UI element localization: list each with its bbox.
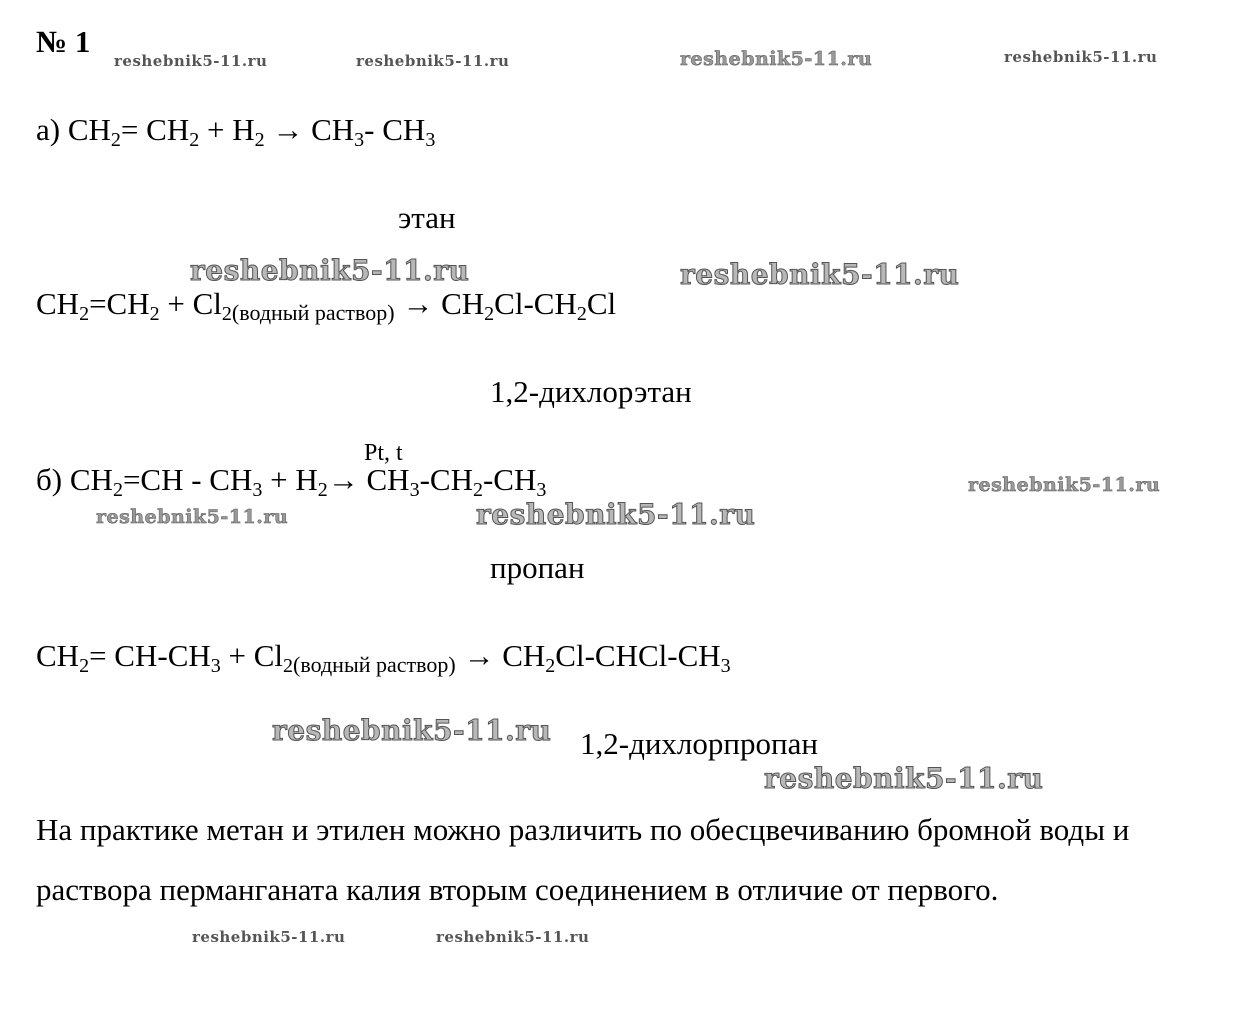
conclusion-text: На практике метан и этилен можно различить по обесцвечиванию бромной воды и раствора перманганата калия вторым соединением в отличие от первого. xyxy=(36,812,1130,907)
product-name-dichloropropane: 1,2-дихлорпропан xyxy=(580,726,818,761)
watermark: reshebnik5-11.ru xyxy=(436,928,590,946)
watermark: reshebnik5-11.ru xyxy=(476,498,756,531)
watermark: reshebnik5-11.ru xyxy=(114,52,268,70)
watermark: reshebnik5-11.ru xyxy=(192,928,346,946)
equation-ethylene-chlorination: $CH_2=CH_2$ + $Cl_2(водный$ раствор) → $CH_2Cl-CH_2Cl$ xyxy=(36,286,617,325)
watermark: reshebnik5-11.ru xyxy=(356,52,510,70)
watermark: reshebnik5-11.ru xyxy=(1004,48,1158,66)
catalyst-label: Pt, t xyxy=(364,440,403,466)
equation-propylene-chlorination: $CH_2= CH-CH_3$ + $Cl_2(водный$ раствор) → $CH_2Cl-CHCl-CH_3$ xyxy=(36,638,731,677)
product-name-ethane: этан xyxy=(398,200,456,235)
watermark: reshebnik5-11.ru xyxy=(680,48,873,70)
product-name-propane: пропан xyxy=(490,550,585,585)
watermark: reshebnik5-11.ru xyxy=(680,258,960,291)
watermark: reshebnik5-11.ru xyxy=(190,254,470,287)
watermark: reshebnik5-11.ru xyxy=(96,506,289,528)
watermark: reshebnik5-11.ru xyxy=(968,474,1161,496)
watermark: reshebnik5-11.ru xyxy=(272,714,552,747)
watermark: reshebnik5-11.ru xyxy=(764,762,1044,795)
product-name-dichloroethane: 1,2-дихлорэтан xyxy=(490,374,692,409)
equation-ethylene-hydrogenation: а) $CH_2= CH_2 + H_2 \to CH_3-$ $CH_3$ xyxy=(36,112,436,151)
task-number: № 1 xyxy=(36,24,91,59)
equation-propylene-hydrogenation: б) $CH_2=CH - CH_3 + H_2\to CH_3-CH_2-CH_3$ xyxy=(36,462,547,501)
